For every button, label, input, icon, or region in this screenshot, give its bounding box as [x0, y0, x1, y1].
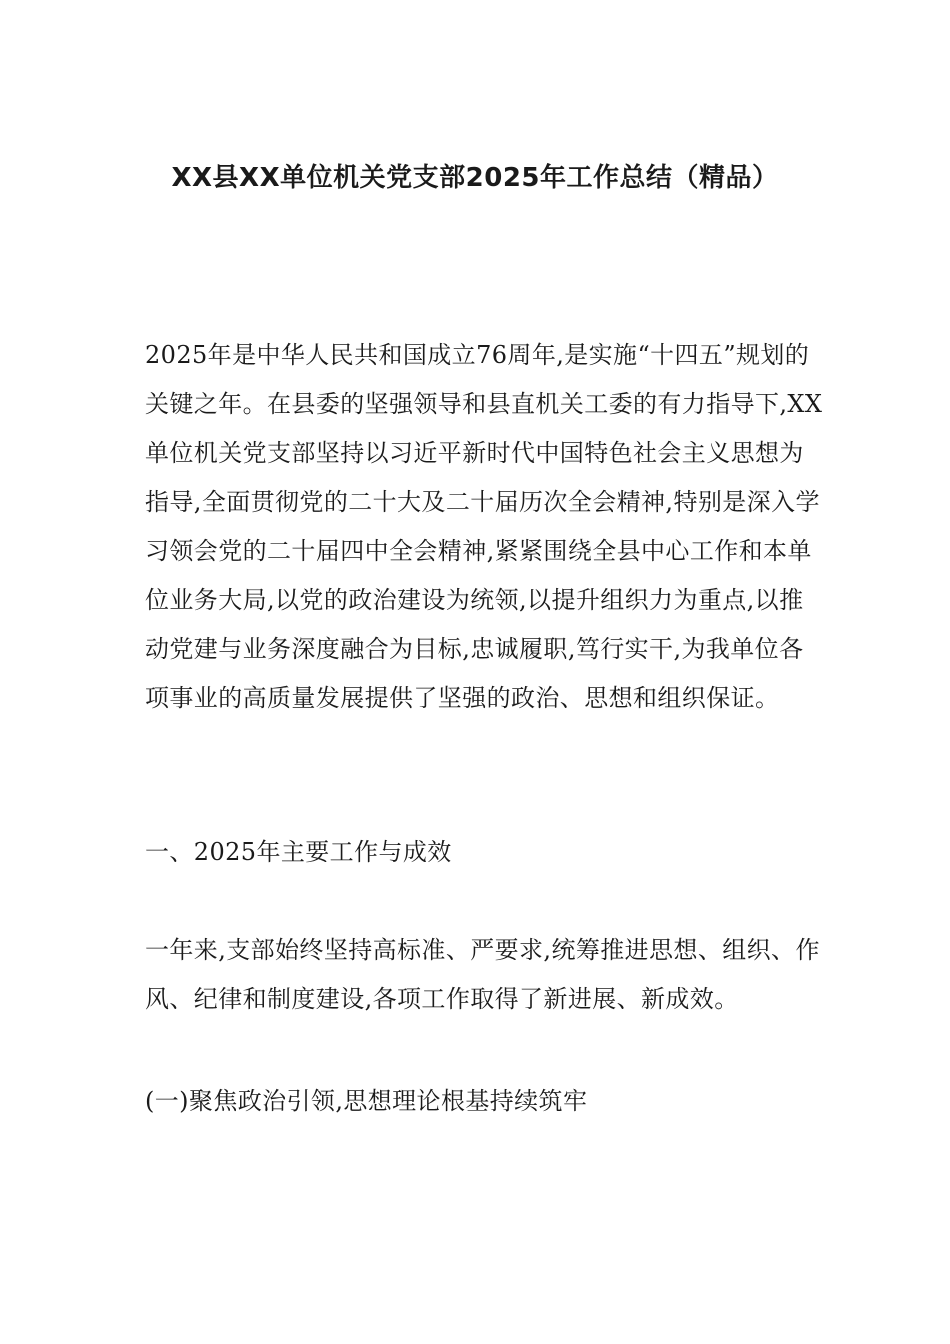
section-heading: 一、2025年主要工作与成效 [145, 838, 452, 866]
intro-paragraph: 2025年是中华人民共和国成立76周年,是实施“十四五”规划的关键之年。在县委的坚强领导和县直机关工委的有力指导下,XX单位机关党支部坚持以习近平新时代中国特色社会主义思想为指导,全面贯彻党的二十大及二十届历次全会精神,特别是深入学习领会党的二十届四中全会精神,紧紧围绕全县中心工作和本单位业务大局,以党的政治建设为统领,以提升组织力为重点,以推动党建与业务深度融合为目标,忠诚履职,笃行实干,为我单位各项事业的高质量发展提供了坚强的政治、思想和组织保证。 [145, 341, 823, 712]
document-title: XX县XX单位机关党支部2025年工作总结（精品） [171, 163, 779, 193]
section-paragraph: 一年来,支部始终坚持高标准、严要求,统筹推进思想、组织、作风、纪律和制度建设,各项工作取得了新进展、新成效。 [145, 936, 820, 1013]
subsection-heading: (一)聚焦政治引领,思想理论根基持续筑牢 [145, 1087, 588, 1115]
